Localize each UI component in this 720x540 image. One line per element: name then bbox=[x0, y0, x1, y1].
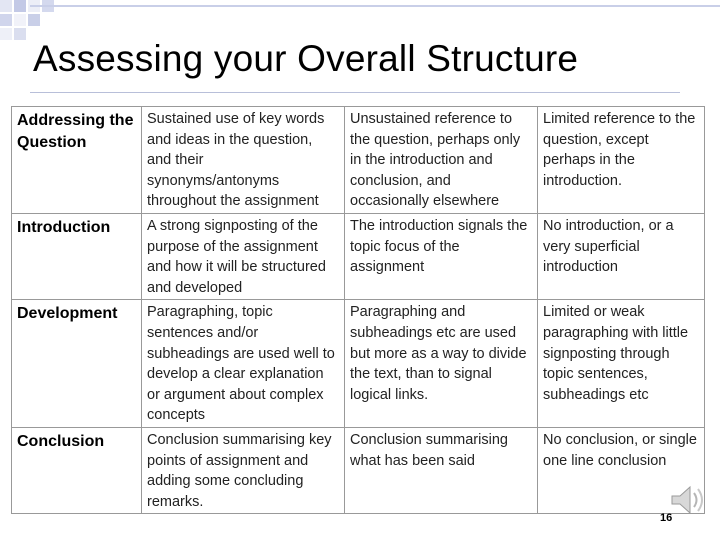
criterion-cell: Addressing the Question bbox=[12, 107, 142, 214]
criterion-cell: Conclusion bbox=[12, 427, 142, 513]
descriptor-cell: A strong signposting of the purpose of the assignment and how it will be structured and developed bbox=[142, 213, 345, 299]
descriptor-cell: Limited reference to the question, except perhaps in the introduction. bbox=[538, 107, 705, 214]
page-number: 16 bbox=[660, 512, 673, 524]
descriptor-cell: Unsustained reference to the question, perhaps only in the introduction and conclusion, and occasionally elsewhere bbox=[345, 107, 538, 214]
slide-title: Assessing your Overall Structure bbox=[33, 38, 579, 79]
criterion-cell: Development bbox=[12, 300, 142, 428]
descriptor-cell: No conclusion, or single one line conclusion bbox=[538, 427, 705, 513]
title-divider bbox=[30, 92, 680, 93]
top-decorative-rule bbox=[30, 5, 720, 7]
descriptor-cell: The introduction signals the topic focus of the assignment bbox=[345, 213, 538, 299]
criterion-cell: Introduction bbox=[12, 213, 142, 299]
table-row bbox=[12, 213, 705, 299]
descriptor-cell: Limited or weak paragraphing with little signposting through topic sentences, subheadings etc bbox=[538, 300, 705, 428]
descriptor-cell: Conclusion summarising what has been said bbox=[345, 427, 538, 513]
table-row bbox=[12, 107, 705, 214]
table-row bbox=[12, 300, 705, 428]
descriptor-cell: No introduction, or a very superficial introduction bbox=[538, 213, 705, 299]
descriptor-cell: Sustained use of key words and ideas in the question, and their synonyms/antonyms throughout the assignment bbox=[142, 107, 345, 214]
assessment-table bbox=[11, 106, 705, 514]
table-row bbox=[12, 427, 705, 513]
descriptor-cell: Paragraphing and subheadings etc are used but more as a way to divide the text, than to signal logical links. bbox=[345, 300, 538, 428]
descriptor-cell: Conclusion summarising key points of assignment and adding some concluding remarks. bbox=[142, 427, 345, 513]
descriptor-cell: Paragraphing, topic sentences and/or subheadings are used well to develop a clear explanation or argument about complex concepts bbox=[142, 300, 345, 428]
